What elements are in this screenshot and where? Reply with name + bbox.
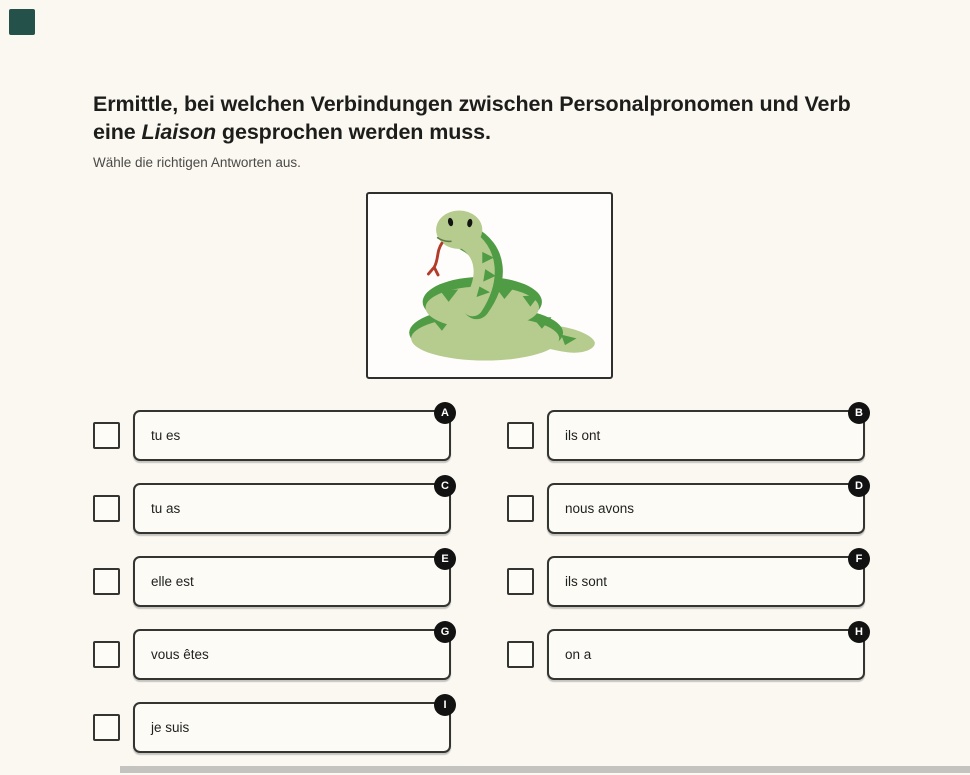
- answer-option-g[interactable]: [133, 626, 451, 680]
- title-text-end: gesprochen werden muss.: [216, 120, 491, 145]
- task-instruction: Wähle die richtigen Antworten aus.: [93, 155, 301, 171]
- bottom-scrollbar[interactable]: [120, 766, 970, 773]
- option-row-b: [507, 407, 865, 461]
- answer-text: ils sont: [565, 574, 608, 590]
- option-badge-i: I: [434, 694, 456, 716]
- option-badge-a: A: [434, 402, 456, 424]
- title-text: Ermittle, bei welchen Verbindungen zwischen Personalpronomen und Verb eine: [93, 92, 851, 145]
- option-badge-f: F: [848, 548, 870, 570]
- checkbox-option-e[interactable]: [93, 568, 120, 595]
- answer-options: [93, 407, 893, 775]
- answer-option-i[interactable]: [133, 699, 451, 753]
- checkbox-option-b[interactable]: [507, 422, 534, 449]
- option-badge-e: E: [434, 548, 456, 570]
- snake-tongue: [428, 243, 441, 275]
- title-italic-term: Liaison: [141, 120, 217, 145]
- answer-text: tu es: [151, 428, 181, 444]
- answer-text: on a: [565, 647, 592, 663]
- option-row-h: [507, 626, 865, 680]
- answer-text: vous êtes: [151, 647, 209, 663]
- snake-neck: [465, 238, 484, 305]
- checkbox-option-g[interactable]: [93, 641, 120, 668]
- option-row-d: [507, 480, 865, 534]
- option-row-a: [93, 407, 451, 461]
- checkbox-option-i[interactable]: [93, 714, 120, 741]
- task-title: [93, 90, 883, 146]
- option-row-f: [507, 553, 865, 607]
- checkbox-option-c[interactable]: [93, 495, 120, 522]
- checkbox-option-d[interactable]: [507, 495, 534, 522]
- answer-option-a[interactable]: [133, 407, 451, 461]
- answer-text: nous avons: [565, 501, 635, 517]
- option-badge-b: B: [848, 402, 870, 424]
- checkbox-option-h[interactable]: [507, 641, 534, 668]
- exercise-panel: [93, 90, 893, 775]
- answer-text: tu as: [151, 501, 181, 517]
- option-badge-c: C: [434, 475, 456, 497]
- answer-option-b[interactable]: [547, 407, 865, 461]
- option-row-g: [93, 626, 451, 680]
- corner-accent-square: [9, 9, 35, 35]
- answer-option-f[interactable]: [547, 553, 865, 607]
- option-badge-h: H: [848, 621, 870, 643]
- answer-option-c[interactable]: [133, 480, 451, 534]
- checkbox-option-a[interactable]: [93, 422, 120, 449]
- answer-text: ils ont: [565, 428, 601, 444]
- answer-option-e[interactable]: [133, 553, 451, 607]
- option-row-e: [93, 553, 451, 607]
- options-column-left: [93, 407, 451, 775]
- option-badge-g: G: [434, 621, 456, 643]
- option-badge-d: D: [848, 475, 870, 497]
- answer-option-d[interactable]: [547, 480, 865, 534]
- checkbox-option-f[interactable]: [507, 568, 534, 595]
- exercise-image-card: [366, 192, 613, 379]
- snake-illustration-icon: [372, 198, 607, 374]
- answer-text: elle est: [151, 574, 194, 590]
- option-row-c: [93, 480, 451, 534]
- options-column-right: [507, 407, 865, 702]
- option-row-i: [93, 699, 451, 753]
- answer-text: je suis: [151, 720, 190, 736]
- answer-option-h[interactable]: [547, 626, 865, 680]
